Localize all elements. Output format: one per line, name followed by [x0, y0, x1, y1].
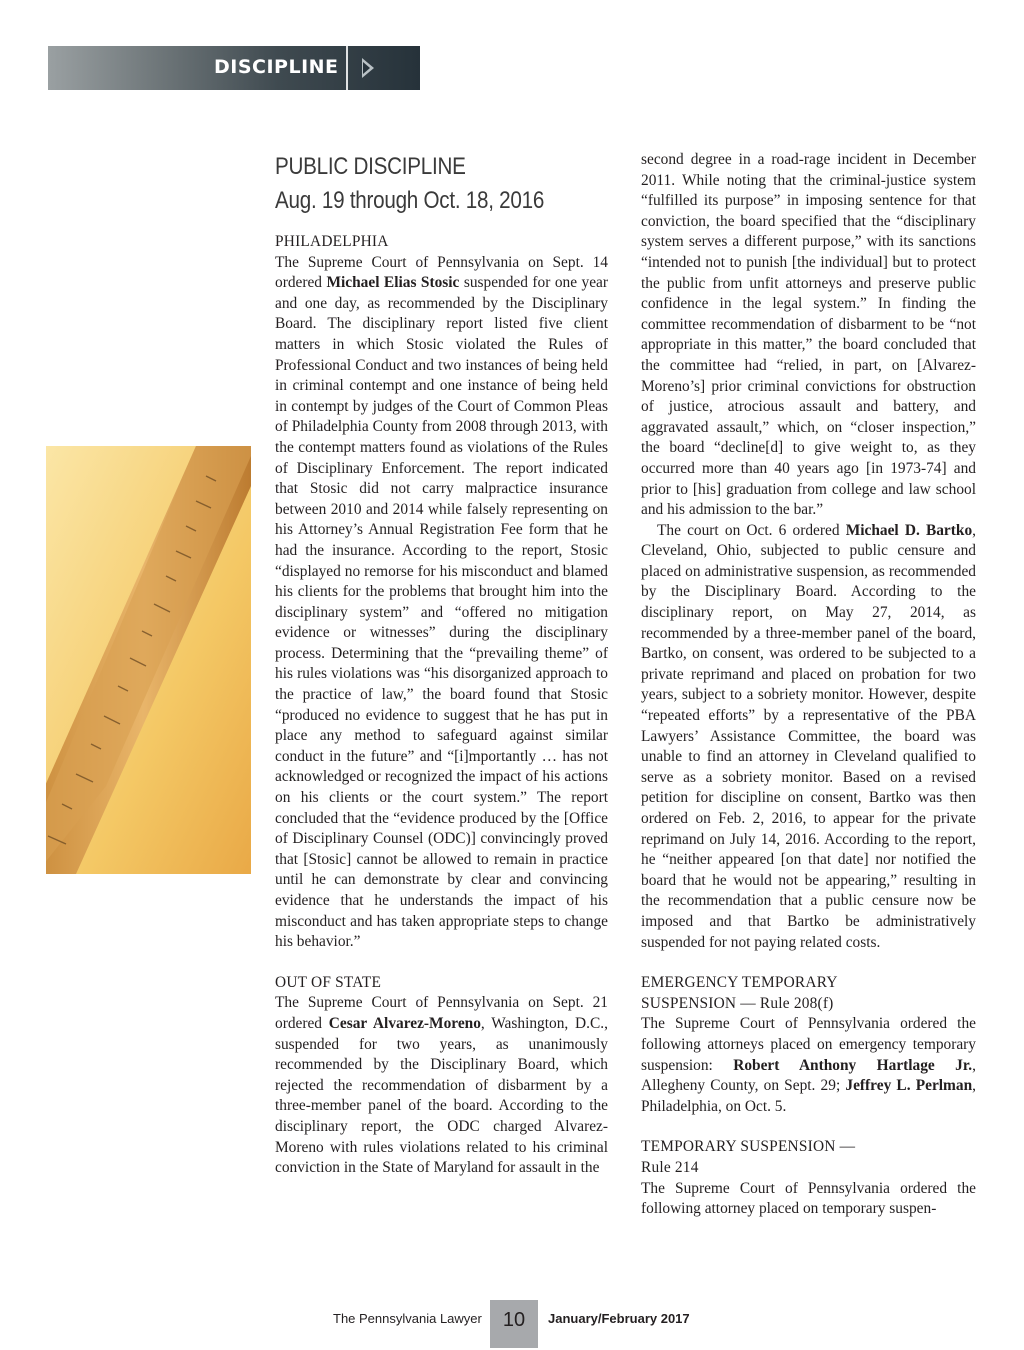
section-heading-temporary: TEMPORARY SUSPENSION — Rule 214 — [641, 1138, 856, 1176]
out-of-state-paragraph-2: The court on Oct. 6 ordered Michael D. Bartko, Cleveland, Ohio, subjected to public censure and placed on administrative suspension, as recommended by the Disciplinary Board. According to the disciplinary report, on May 27, 2014, as recommended by a three-member panel of the board, Bartko, on consent, was ordered to be subjected to a private reprimand and placed on probation for two years, subject to a sobriety monitor. However, despite “repeated efforts” by a representative of the PBA Lawyers’ Assistance Committee, the board was unable to find an attorney in Cleveland qualified to serve as a sobriety monitor. Based on a revised petition for discipline on consent, Bartko was then ordered on Feb. 2, 2016, to appear for the private reprimand on July 14, 2016. According to the report, he “neither appeared [on that date] nor notified the board that he would not be appearing,” resulting in the recommendation that a public censure now be imposed and that Bartko be administratively suspended for not paying related costs. — [641, 521, 977, 951]
section-heading-emergency: EMERGENCY TEMPORARY SUSPENSION — Rule 208(f) — [641, 974, 838, 1012]
attorney-name: Michael Elias Stosic — [326, 274, 460, 292]
headline-date-range: Aug. 19 through Oct. 18, 2016 — [275, 187, 545, 214]
section-banner-label: DISCIPLINE — [214, 56, 339, 78]
right-column — [641, 150, 976, 1220]
footer-publication: The Pennsylvania Lawyer — [333, 1311, 482, 1326]
attorney-name: Robert Anthony Hartlage Jr. — [733, 1056, 973, 1074]
chevron-right-icon-inner — [363, 62, 370, 74]
attorney-name: Cesar Alvarez-Moreno — [328, 1014, 481, 1032]
page-number: 10 — [502, 1309, 526, 1331]
section-heading-philadelphia: PHILADELPHIA — [275, 233, 389, 250]
attorney-name: Michael D. Bartko — [845, 521, 973, 539]
ruler-photo — [46, 446, 251, 874]
headline-title: PUBLIC DISCIPLINE — [275, 153, 466, 180]
section-heading-out-of-state: OUT OF STATE — [275, 973, 382, 991]
attorney-name: Jeffrey L. Perlman — [845, 1077, 973, 1095]
left-column — [275, 150, 608, 1179]
temporary-paragraph: The Supreme Court of Pennsylvania ordered the following attorney placed on temporary suspen- — [641, 1179, 976, 1218]
footer-issue: January/February 2017 — [548, 1311, 690, 1326]
philadelphia-paragraph: The Supreme Court of Pennsylvania on Sept. 14 ordered Michael Elias Stosic suspended for one year and one day, as recommended by the Disciplinary Board. The disciplinary report listed five client matters in which Stosic violated the Rules of Professional Conduct and two instances of being held in criminal contempt and one instance of being held in contempt by judges of the Court of Common Pleas of Philadelphia County from 2008 through 2013, with the contempt matters found as violations of the Rules of Disciplinary Enforcement. The report indicated that Stosic did not carry malpractice insurance between 2010 and 2014 while falsely representing on his Attorney’s Annual Registration Fee form that he had the insurance. According to the report, Stosic “displayed no remorse for his misconduct and blamed his clients for the problems that brought him into the disciplinary system” and “offered no mitigation evidence or witnesses” during the disciplinary process. Determining that the “prevailing theme” of his rules violations was “his disorganized approach to the practice of law,” the board found that Stosic “produced no evidence to suggest that he has put in place any method to safeguard against similar conduct in the future” and “[i]mportantly … has not acknowledged or recognized the impact of his actions on his clients or the court system.” The report concluded that the “evidence produced by the [Office of Disciplinary Counsel (ODC)] convincingly proved that [Stosic] cannot be allowed to remain in practice until he can demonstrate by clear and convincing evidence that he understands the impact of his misconduct and has taken appropriate steps to change his behavior.” — [275, 253, 608, 951]
out-of-state-paragraph-1-continued: second degree in a road-rage incident in December 2011. While noting that the criminal-justice system “fulfilled its purpose” in imposing sentence for that conviction, the board specified that the “disciplinary system serves a different purpose,” with its sanctions “intended not to punish [the individual] but to protect the public from unfit attorneys and preserve public confidence in the legal system.” In finding the committee recommendation of disbarment to be “not appropriate in this matter,” the board concluded that the committee had “relied, in part, on [Alvarez-Moreno’s] prior criminal convictions for obstruction of justice, atrocious assault and battery, and aggravated assault,” which, on “closer inspection,” the board “decline[d] to give weight to, as they occurred more than 40 years ago [in 1973-74] and prior to [his] graduation from college and law school and his admission to the bar.” — [641, 151, 976, 519]
out-of-state-paragraph-1: The Supreme Court of Pennsylvania on Sept. 21 ordered Cesar Alvarez-Moreno, Washington, D.C., suspended for two years, as unanimously recommended by the Disciplinary Board, which rejected the recommendation of disbarment by a three-member panel of the board. According to the disciplinary report, the ODC charged Alvarez-Moreno with rules violations related to his criminal conviction in the State of Maryland for assault in the — [275, 994, 608, 1177]
banner-divider — [346, 46, 348, 90]
ruler-image — [46, 446, 251, 874]
emergency-paragraph: The Supreme Court of Pennsylvania ordered the following attorneys placed on emergency temporary suspension: Robert Anthony Hartlage Jr., Allegheny County, on Sept. 29; Jeffrey L. Perlman, Philadelphia, on Oct. 5. — [641, 1015, 976, 1115]
headline — [275, 150, 608, 218]
